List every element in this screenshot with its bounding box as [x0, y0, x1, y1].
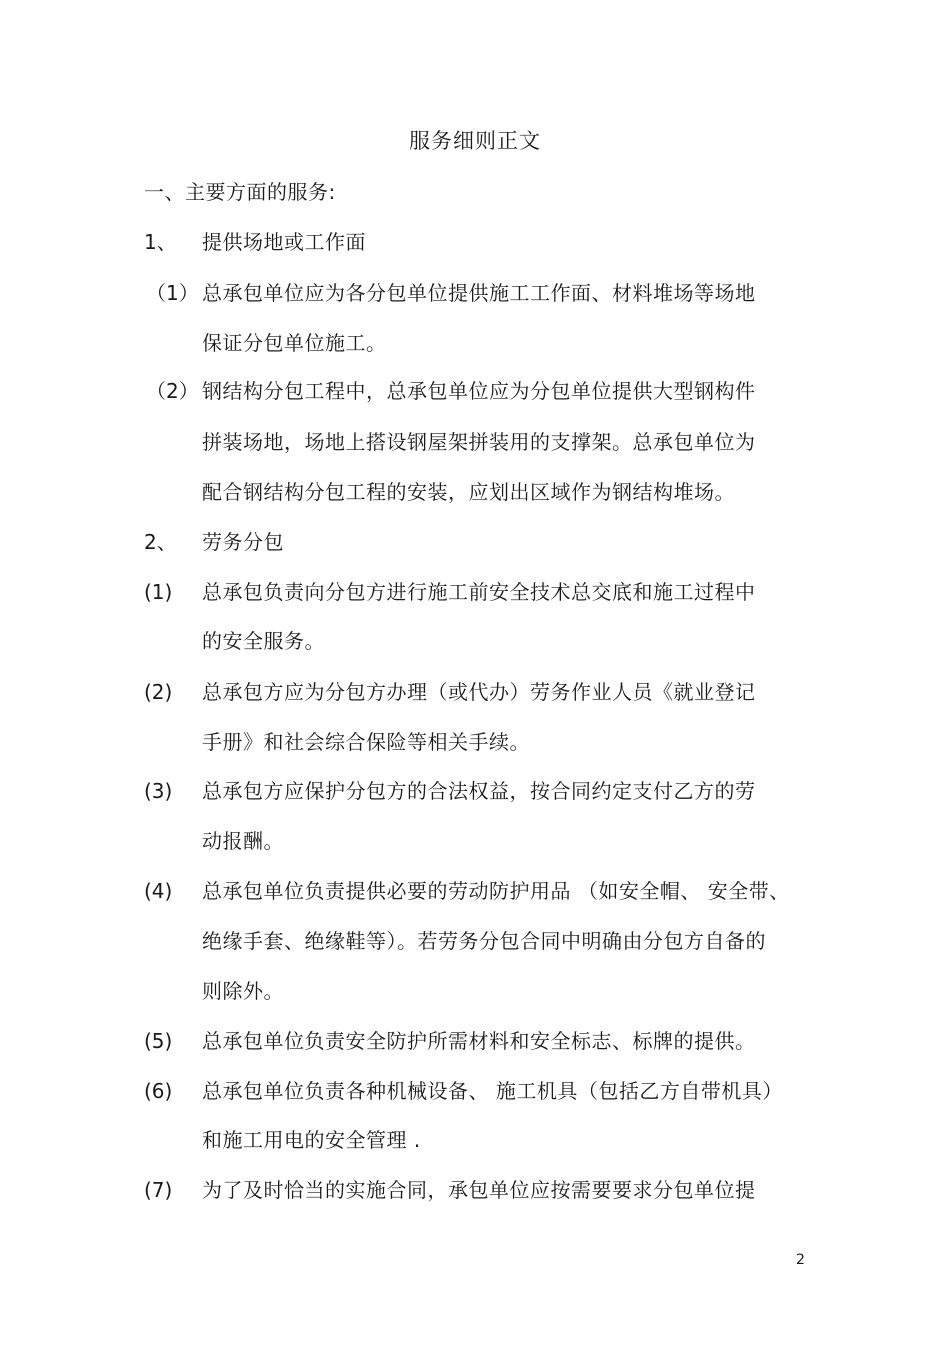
point-marker: (6) [144, 1079, 173, 1103]
item-marker: 1、 [144, 230, 177, 254]
point-line: 手册》和社会综合保险等相关手续。 [202, 730, 530, 754]
subitem-line: 配合钢结构分包工程的安装，应划出区域作为钢结构堆场。 [202, 480, 735, 504]
point-marker: (2) [144, 680, 173, 704]
point-line: 总承包单位负责安全防护所需材料和安全标志、标牌的提供。 [202, 1029, 756, 1053]
point-line: 总承包单位负责各种机械设备、 施工机具（包括乙方自带机具） [202, 1079, 783, 1103]
page-number: 2 [796, 1252, 805, 1268]
point-line: 总承包方应为分包方办理（或代办）劳务作业人员《就业登记 [202, 680, 756, 704]
point-line: 为了及时恰当的实施合同，承包单位应按需要要求分包单位提 [202, 1178, 756, 1202]
subitem-marker: （2） [146, 379, 199, 403]
point-marker: (5) [144, 1029, 173, 1053]
point-line: 和施工用电的安全管理 . [202, 1128, 421, 1152]
point-marker: (1) [144, 580, 173, 604]
point-marker: (4) [144, 879, 173, 903]
item-marker: 2、 [144, 530, 177, 554]
document-title: 服务细则正文 [409, 129, 541, 153]
item-heading: 劳务分包 [202, 530, 284, 554]
point-line: 总承包负责向分包方进行施工前安全技术总交底和施工过程中 [202, 580, 756, 604]
subitem-line: 保证分包单位施工。 [202, 331, 387, 355]
item-heading: 提供场地或工作面 [202, 230, 366, 254]
subitem-line: 拼装场地，场地上搭设钢屋架拼装用的支撑架。总承包单位为 [202, 430, 756, 454]
subitem-line: 钢结构分包工程中，总承包单位应为分包单位提供大型钢构件 [202, 379, 756, 403]
section-heading: 一、主要方面的服务: [144, 180, 336, 204]
point-line: 动报酬。 [202, 829, 284, 853]
subitem-marker: （1） [146, 281, 199, 305]
point-marker: (7) [144, 1178, 173, 1202]
point-line: 总承包方应保护分包方的合法权益，按合同约定支付乙方的劳 [202, 779, 756, 803]
subitem-line: 总承包单位应为各分包单位提供施工工作面、材料堆场等场地 [202, 281, 756, 305]
point-line: 的安全服务。 [202, 629, 325, 653]
point-line: 总承包单位负责提供必要的劳动防护用品 （如安全帽、 安全带、 [202, 879, 790, 903]
point-line: 则除外。 [202, 979, 284, 1003]
point-line: 绝缘手套、绝缘鞋等）。若劳务分包合同中明确由分包方自备的 [202, 929, 766, 953]
point-marker: (3) [144, 779, 173, 803]
